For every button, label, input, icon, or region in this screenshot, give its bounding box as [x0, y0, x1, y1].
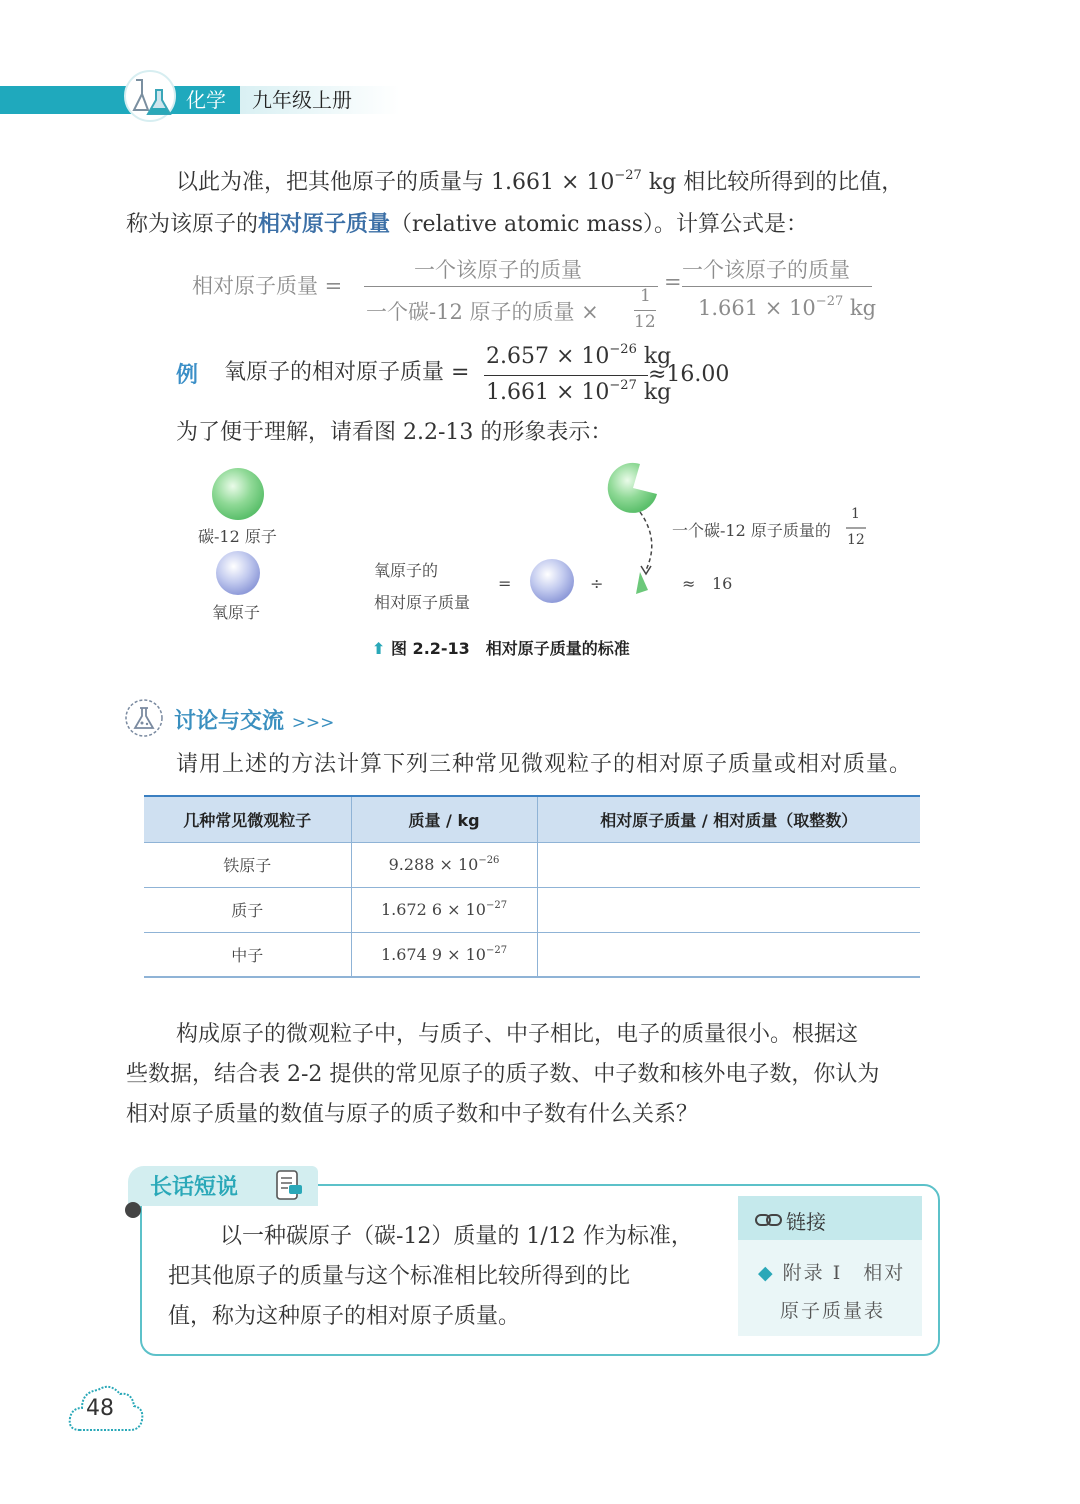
discussion-prompt: 请用上述的方法计算下列三种常见微观粒子的相对原子质量或相对质量。 [176, 752, 913, 777]
intro-text: kg 相比较所得到的比值， [641, 170, 904, 195]
table-row [144, 842, 920, 887]
table-row [144, 932, 920, 977]
oxygen-atom-icon [216, 551, 260, 595]
table-header: 几种常见微观粒子 [144, 796, 351, 842]
table-header-row [144, 796, 920, 842]
intro-text: 以此为准，把其他原子的质量与 1.661 × 10 [176, 170, 615, 195]
formula-text: 1.661 × 10 [698, 296, 816, 320]
link-item-line-1[interactable] [758, 1258, 905, 1285]
intro-line-1 [176, 168, 903, 201]
carbon-slice-icon [636, 572, 648, 594]
paragraph-line-2: 些数据，结合表 2-2 提供的常见原子的质子数、中子数和核外电子数，你认为 [126, 1062, 880, 1087]
exponent: −27 [609, 378, 637, 393]
fraction-bar [682, 286, 872, 287]
mass-value: 1.674 9 × 10 [380, 944, 486, 964]
exponent: −27 [485, 944, 508, 956]
oxygen-atom-icon [530, 559, 574, 603]
tablet-note-icon [274, 1168, 304, 1202]
header-subject: 化学 [186, 88, 226, 112]
relative-mass-cell [537, 842, 920, 887]
relative-mass-cell [537, 887, 920, 932]
chain-link-icon [754, 1210, 784, 1230]
mass-value: 1.672 6 × 10 [380, 900, 486, 919]
up-arrow-icon: ⬆ [372, 639, 386, 658]
summary-line-3: 值，称为这种原子的相对原子质量。 [168, 1304, 521, 1329]
summary-title: 长话短说 [150, 1175, 239, 1200]
formula-equals: = [664, 270, 682, 294]
formula-numerator-1: 一个该原子的质量 [414, 258, 582, 282]
figure-caption [372, 636, 630, 659]
table-row [144, 887, 920, 932]
figure-caption-text: 图 2.2-13 相对原子质量的标准 [390, 639, 630, 658]
mass-value: 9.288 × 10 [388, 855, 479, 874]
flask-discussion-icon [124, 698, 164, 738]
table-header: 相对原子质量 / 相对质量（取整数） [537, 796, 920, 842]
flask-logo-icon [122, 70, 180, 122]
example-num-unit: kg [636, 344, 672, 369]
example-num-text: 2.657 × 10 [486, 344, 610, 369]
figure-equals: = [498, 574, 512, 593]
example-numerator [486, 342, 671, 375]
particle-name: 铁原子 [144, 842, 351, 887]
discussion-title-text: 讨论与交流 [174, 709, 285, 734]
diamond-bullet-icon: ◆ [758, 1262, 775, 1284]
table-header: 质量 / kg [351, 796, 537, 842]
discussion-title [174, 704, 334, 735]
example-label: 例 [176, 363, 199, 388]
carbon-label: 碳-12 原子 [198, 527, 277, 546]
particle-mass [351, 842, 537, 887]
paragraph-line-1: 构成原子的微观粒子中，与质子、中子相比，电子的质量很小。根据这 [176, 1022, 859, 1047]
header-book-title: 九年级上册 [252, 88, 352, 112]
example-text: 氧原子的相对原子质量 = [224, 360, 470, 385]
example-den-unit: kg [636, 380, 672, 405]
exponent: −27 [614, 168, 642, 183]
relative-mass-cell [537, 932, 920, 977]
chevrons-icon: >>> [291, 713, 335, 733]
twelfth-num: 1 [851, 506, 860, 522]
fraction-bar [364, 286, 658, 287]
see-figure-text: 为了便于理解，请看图 2.2-13 的形象表示： [176, 420, 613, 445]
summary-line-2: 把其他原子的质量与这个标准相比较所得到的比 [168, 1264, 631, 1289]
particle-name: 质子 [144, 887, 351, 932]
link-item-text[interactable]: 附录 I 相对 [782, 1262, 906, 1284]
key-term: 相对原子质量 [258, 212, 391, 237]
example-den-text: 1.661 × 10 [486, 380, 610, 405]
carbon-atom-cut-icon [608, 463, 657, 513]
particle-table [144, 795, 920, 978]
example-result: ≈16.00 [648, 362, 730, 387]
page-number: 48 [86, 1396, 114, 1421]
formula-numerator-2: 一个该原子的质量 [682, 258, 850, 282]
figure-approx: ≈ [682, 574, 696, 593]
twelfth-den: 12 [847, 532, 865, 548]
formula-one: 1 [640, 286, 651, 306]
exponent: −26 [478, 855, 500, 866]
exponent: −27 [485, 900, 508, 911]
summary-dot-decoration [125, 1202, 141, 1218]
oxygen-label: 氧原子 [212, 603, 261, 622]
formula-denominator-2 [698, 296, 876, 320]
intro-text: （relative atomic mass）。计算公式是： [390, 212, 809, 237]
link-title: 链接 [786, 1210, 826, 1234]
summary-line-1: 以一种碳原子（碳-12）质量的 1/12 作为标准， [220, 1224, 693, 1249]
formula-twelve: 12 [634, 312, 656, 332]
carbon-atom-icon [212, 468, 264, 520]
formula-lhs: 相对原子质量 = [192, 274, 343, 298]
figure-divide: ÷ [590, 574, 604, 593]
fraction-bar [634, 310, 656, 311]
twelfth-label: 一个碳-12 原子质量的 [672, 521, 831, 540]
exponent: −27 [815, 294, 844, 309]
particle-mass [351, 887, 537, 932]
link-item-line-2[interactable]: 原子质量表 [780, 1300, 886, 1322]
formula-denominator-1: 一个碳-12 原子的质量 × [366, 300, 599, 324]
dashed-arrow-icon [640, 512, 652, 570]
particle-name: 中子 [144, 932, 351, 977]
exponent: −26 [609, 342, 637, 357]
intro-line-2 [126, 210, 808, 240]
formula-text: kg [843, 296, 877, 320]
figure-lhs-line-2: 相对原子质量 [374, 593, 471, 612]
figure-result: 16 [712, 574, 733, 593]
fraction-bar [484, 375, 648, 376]
figure-lhs-line-1: 氧原子的 [374, 561, 439, 580]
particle-mass [351, 932, 537, 977]
example-denominator [486, 378, 671, 411]
intro-text: 称为该原子的 [126, 212, 259, 237]
paragraph-line-3: 相对原子质量的数值与原子的质子数和中子数有什么关系？ [126, 1102, 699, 1127]
